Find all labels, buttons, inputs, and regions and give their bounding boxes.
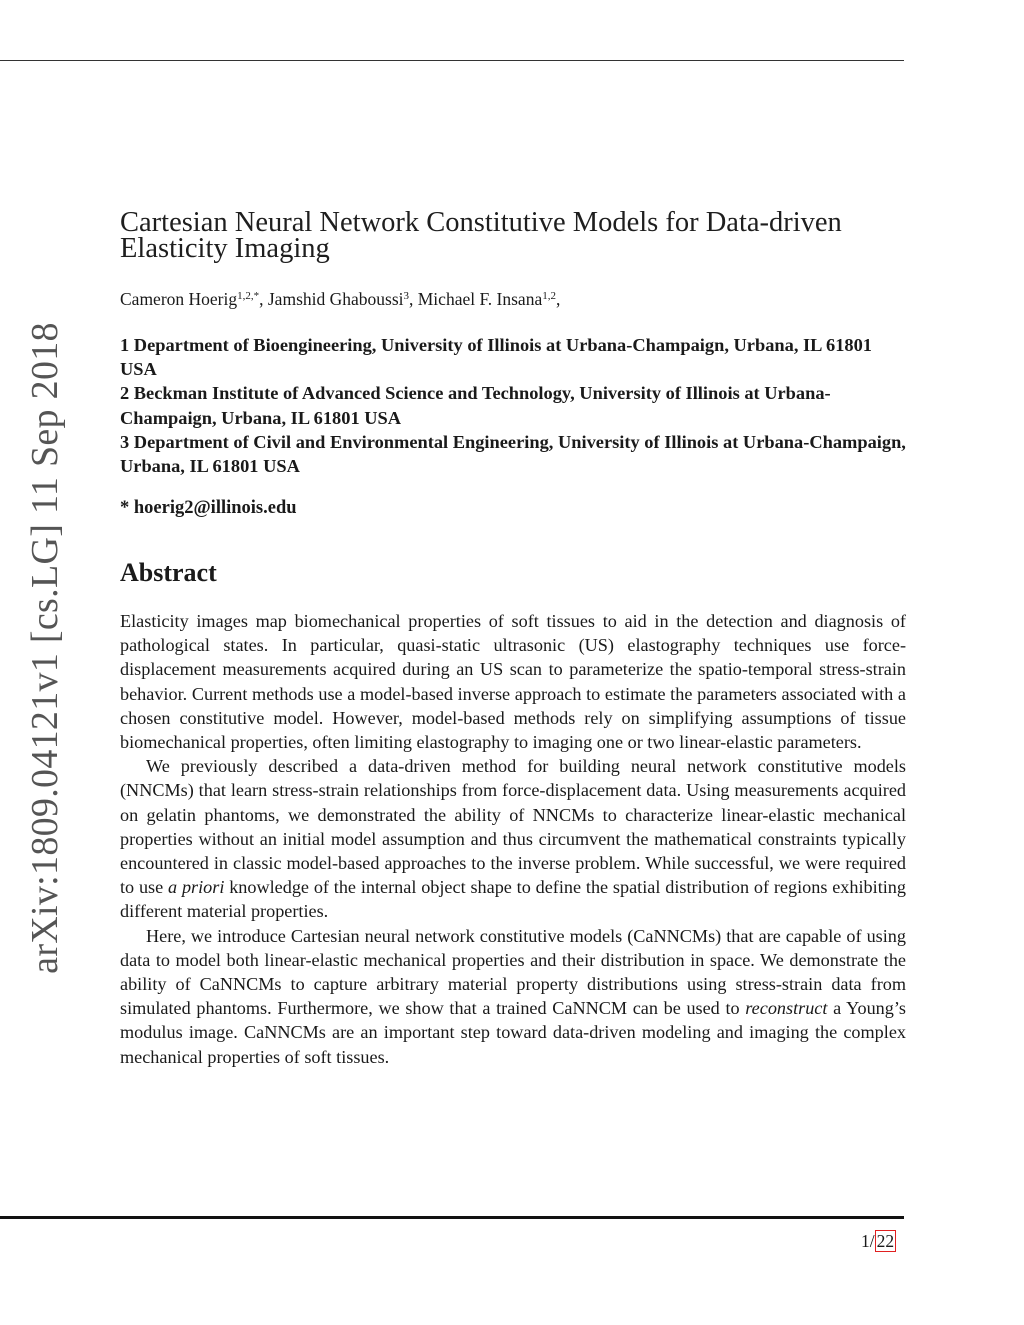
author-name: Michael F. Insana bbox=[417, 289, 543, 309]
author-affil-marker: 3 bbox=[403, 290, 409, 302]
affiliation-item: 2 Beckman Institute of Advanced Science and Technology, University of Illinois at Urbana-Champaign, Urbana, IL 61801 USA bbox=[120, 383, 831, 428]
title-line-2: Elasticity Imaging bbox=[120, 233, 330, 264]
author-list: Cameron Hoerig$^{1,2,*}$, Jamshid Ghaboussi$^3$, Michael F. Insana$^{1,2}$, bbox=[120, 289, 561, 309]
page-number bbox=[861, 1231, 896, 1252]
affiliations bbox=[120, 333, 906, 478]
author-affil-marker: 1,2 bbox=[542, 290, 556, 302]
abstract-paragraph: Here, we introduce Cartesian neural network constitutive models (CaNNCMs) that are capable of using data to model both linear-elastic mechanical properties and their distribution in space. We demonstrate the ability of CaNNCMs to capture arbitrary material property distributions using stress-strain data from simulated phantoms. Furthermore, we show that a trained CaNNCM can be used to reconstruct a Young’s modulus image. CaNNCMs are an important step toward data-driven modeling and imaging the complex mechanical properties of soft tissues. bbox=[120, 925, 906, 1067]
current-page: 1/ bbox=[861, 1231, 875, 1251]
emphasis-text: reconstruct bbox=[745, 998, 828, 1019]
bottom-rule bbox=[0, 1216, 904, 1219]
author-name: Jamshid Ghaboussi bbox=[267, 289, 404, 309]
abstract-body bbox=[120, 609, 906, 1069]
corresponding-email: * hoerig2@illinois.edu bbox=[120, 498, 297, 518]
abstract-paragraph: Elasticity images map biomechanical properties of soft tissues to aid in the detection and diagnosis of pathological states. In particular, quasi-static ultrasonic (US) elastography techniques use force-displacement measurements acquired during an US scan to parameterize the spatio-temporal stress-strain behavior. Current methods use a model-based inverse approach to estimate the parameters associated with a chosen constitutive model. However, model-based methods rely on simplifying assumptions of tissue biomechanical properties, often limiting elastography to imaging one or two linear-elastic parameters. bbox=[120, 611, 906, 753]
abstract-paragraph: We previously described a data-driven method for building neural network constitutive models (NNCMs) that learn stress-strain relationships from force-displacement data. Using measurements acquired on gelatin phantoms, we demonstrated the ability of NNCMs to characterize linear-elastic mechanical properties without an initial model assumption and thus circumvent the mathematical constraints typically encountered in classic model-based approaches to the inverse problem. While successful, we were required to use a priori knowledge of the internal object shape to define the spatial distribution of regions exhibiting different material properties. bbox=[120, 756, 906, 922]
author-name: Cameron Hoerig bbox=[120, 289, 238, 309]
top-rule bbox=[0, 60, 904, 61]
affiliation-item: 3 Department of Civil and Environmental Engineering, University of Illinois at Urbana-Champaign, Urbana, IL 61801 USA bbox=[120, 431, 906, 477]
paper-title bbox=[120, 207, 906, 264]
affiliation-item: 1 Department of Bioengineering, University of Illinois at Urbana-Champaign, Urbana, IL 61801 USA bbox=[120, 335, 872, 380]
abstract-heading: Abstract bbox=[120, 558, 217, 587]
total-pages-link[interactable]: 22 bbox=[876, 1231, 895, 1251]
author-affil-marker: 1,2,* bbox=[237, 290, 260, 302]
title-line-1: Cartesian Neural Network Constitutive Models for Data-driven bbox=[120, 207, 842, 238]
emphasis-text: a priori bbox=[168, 877, 225, 898]
arxiv-identifier: arXiv:1809.04121v1 [cs.LG] 11 Sep 2018 bbox=[24, 322, 66, 974]
